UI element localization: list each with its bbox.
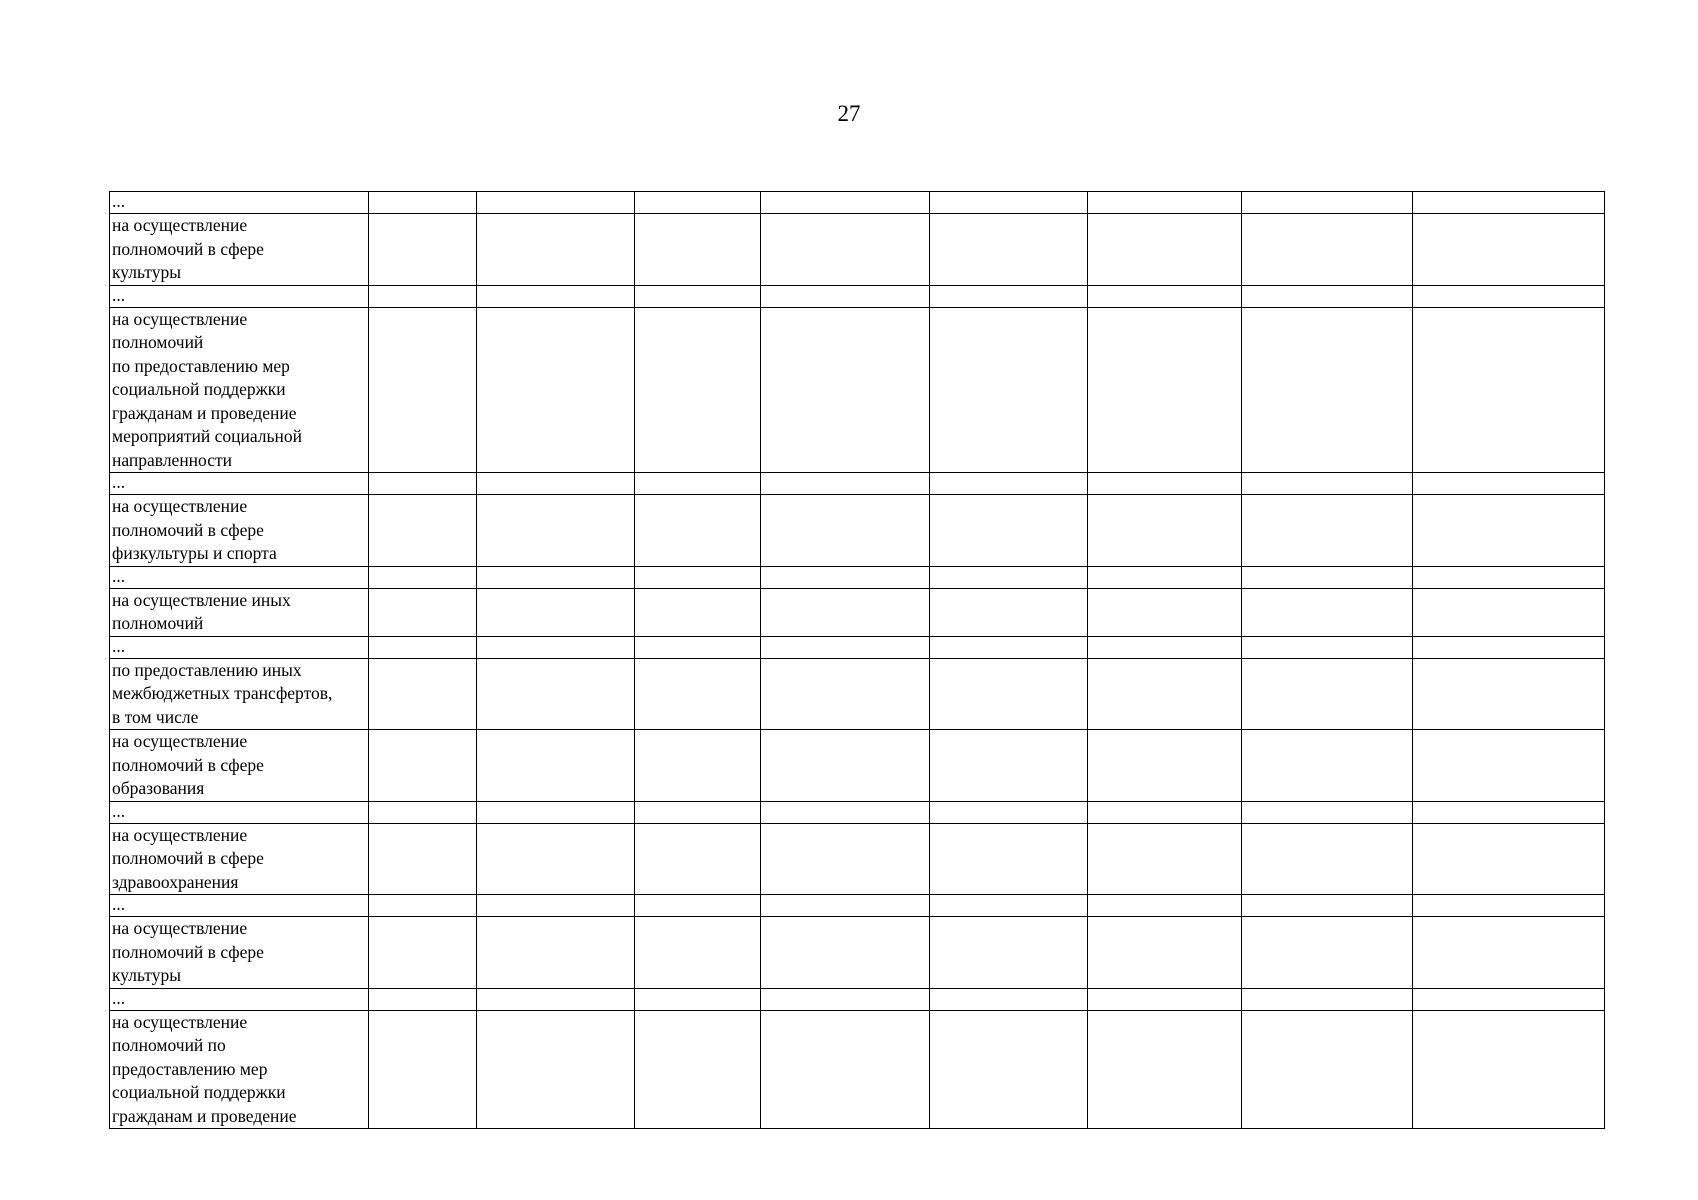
row-label-cell: на осуществление полномочий в сфере культуры (110, 214, 369, 286)
table-cell-empty (1242, 214, 1413, 286)
table-row-ellipsis (110, 285, 1605, 307)
table-cell-empty (635, 473, 761, 495)
table-cell-empty (477, 895, 635, 917)
table-cell-empty (477, 917, 635, 989)
table-cell-empty (930, 823, 1088, 895)
table-cell-empty (369, 917, 477, 989)
table-cell-empty (761, 214, 930, 286)
table-cell-empty (1413, 1010, 1605, 1129)
table-cell-empty (1088, 917, 1242, 989)
table-cell-empty (1242, 801, 1413, 823)
table-row-ellipsis (110, 801, 1605, 823)
table-cell-empty (1088, 801, 1242, 823)
table-cell-empty (1413, 495, 1605, 567)
table-cell-empty (1242, 285, 1413, 307)
table-cell-empty (1088, 895, 1242, 917)
table-cell-empty (369, 730, 477, 802)
table-cell-empty (1413, 473, 1605, 495)
table-cell-empty (1088, 730, 1242, 802)
row-label-cell: ... (110, 895, 369, 917)
table-row (110, 823, 1605, 895)
table-row-ellipsis (110, 473, 1605, 495)
table-cell-empty (369, 285, 477, 307)
table-cell-empty (1413, 214, 1605, 286)
table-cell-empty (1413, 988, 1605, 1010)
table-row-ellipsis (110, 566, 1605, 588)
table-cell-empty (1088, 658, 1242, 730)
row-label-cell: ... (110, 636, 369, 658)
table-cell-empty (369, 473, 477, 495)
table-cell-empty (761, 895, 930, 917)
table-cell-empty (369, 801, 477, 823)
table-cell-empty (477, 588, 635, 636)
table-cell-empty (1413, 192, 1605, 214)
table-cell-empty (1413, 658, 1605, 730)
table-cell-empty (635, 495, 761, 567)
budget-transfers-table (109, 191, 1605, 1129)
table-cell-empty (1242, 1010, 1413, 1129)
table-cell-empty (635, 636, 761, 658)
table-cell-empty (930, 214, 1088, 286)
row-label-cell: ... (110, 473, 369, 495)
table-cell-empty (1088, 285, 1242, 307)
table-cell-empty (761, 588, 930, 636)
table-cell-empty (369, 1010, 477, 1129)
table-cell-empty (369, 214, 477, 286)
table-cell-empty (1242, 566, 1413, 588)
table-row (110, 307, 1605, 473)
table-cell-empty (635, 917, 761, 989)
table-cell-empty (635, 730, 761, 802)
table-cell-empty (1242, 588, 1413, 636)
table-cell-empty (761, 658, 930, 730)
table-cell-empty (635, 658, 761, 730)
row-label-cell: ... (110, 285, 369, 307)
row-label-cell: на осуществление полномочий по предоставлению мер социальной поддержки гражданам и проведение (110, 1010, 369, 1129)
table-cell-empty (369, 495, 477, 567)
table-cell-empty (369, 988, 477, 1010)
row-label-cell: на осуществление полномочий в сфере здравоохранения (110, 823, 369, 895)
table-cell-empty (477, 307, 635, 473)
table-cell-empty (369, 192, 477, 214)
table-cell-empty (930, 658, 1088, 730)
table-cell-empty (1088, 566, 1242, 588)
table-cell-empty (761, 473, 930, 495)
table-cell-empty (477, 658, 635, 730)
table-cell-empty (477, 192, 635, 214)
table-cell-empty (1242, 730, 1413, 802)
table-row (110, 1010, 1605, 1129)
table-cell-empty (930, 917, 1088, 989)
table-cell-empty (635, 307, 761, 473)
table-cell-empty (477, 1010, 635, 1129)
table-cell-empty (1413, 730, 1605, 802)
table-row-ellipsis (110, 636, 1605, 658)
table-cell-empty (1413, 917, 1605, 989)
table-cell-empty (369, 307, 477, 473)
table-cell-empty (1413, 588, 1605, 636)
table-cell-empty (369, 566, 477, 588)
table-cell-empty (477, 214, 635, 286)
table-cell-empty (635, 285, 761, 307)
row-label-cell: ... (110, 192, 369, 214)
table-cell-empty (1242, 917, 1413, 989)
row-label-cell: на осуществление полномочий в сфере физкультуры и спорта (110, 495, 369, 567)
table-cell-empty (930, 473, 1088, 495)
row-label-cell: ... (110, 801, 369, 823)
table-cell-empty (930, 636, 1088, 658)
table-cell-empty (930, 730, 1088, 802)
table-cell-empty (369, 636, 477, 658)
table-cell-empty (1242, 636, 1413, 658)
table-cell-empty (761, 192, 930, 214)
table-row (110, 658, 1605, 730)
table-cell-empty (369, 823, 477, 895)
table-cell-empty (477, 566, 635, 588)
table-cell-empty (761, 917, 930, 989)
table-cell-empty (477, 473, 635, 495)
row-label-cell: по предоставлению иных межбюджетных трансфертов, в том числе (110, 658, 369, 730)
table-cell-empty (1088, 1010, 1242, 1129)
table-cell-empty (1413, 636, 1605, 658)
table-row-ellipsis (110, 895, 1605, 917)
table-cell-empty (477, 495, 635, 567)
table-cell-empty (930, 588, 1088, 636)
table-cell-empty (930, 1010, 1088, 1129)
table-cell-empty (1242, 307, 1413, 473)
table-row (110, 214, 1605, 286)
table-cell-empty (930, 895, 1088, 917)
page-number: 27 (837, 101, 861, 126)
table-cell-empty (930, 988, 1088, 1010)
table-cell-empty (635, 801, 761, 823)
table-row-ellipsis (110, 988, 1605, 1010)
table-cell-empty (1413, 823, 1605, 895)
table-cell-empty (1088, 307, 1242, 473)
table-cell-empty (1242, 473, 1413, 495)
table-cell-empty (761, 730, 930, 802)
table-cell-empty (1413, 307, 1605, 473)
row-label-cell: на осуществление полномочий в сфере культуры (110, 917, 369, 989)
table-row (110, 730, 1605, 802)
table-cell-empty (1088, 988, 1242, 1010)
table-cell-empty (1242, 895, 1413, 917)
table-cell-empty (761, 566, 930, 588)
table-cell-empty (1088, 192, 1242, 214)
table-cell-empty (1242, 988, 1413, 1010)
table-cell-empty (635, 895, 761, 917)
table-cell-empty (1088, 495, 1242, 567)
table-cell-empty (369, 658, 477, 730)
table-cell-empty (1088, 823, 1242, 895)
table-cell-empty (930, 566, 1088, 588)
table-row (110, 495, 1605, 567)
table-cell-empty (635, 1010, 761, 1129)
table-cell-empty (477, 730, 635, 802)
table-cell-empty (930, 801, 1088, 823)
table-cell-empty (635, 214, 761, 286)
table-cell-empty (761, 1010, 930, 1129)
table-cell-empty (635, 566, 761, 588)
table-cell-empty (930, 307, 1088, 473)
table-cell-empty (477, 801, 635, 823)
table-cell-empty (1413, 801, 1605, 823)
table-cell-empty (477, 285, 635, 307)
table-row (110, 917, 1605, 989)
table-cell-empty (1242, 192, 1413, 214)
table-cell-empty (761, 285, 930, 307)
table-row-ellipsis (110, 192, 1605, 214)
table-cell-empty (761, 307, 930, 473)
table-cell-empty (635, 988, 761, 1010)
table-cell-empty (761, 495, 930, 567)
row-label-cell: на осуществление полномочий по предоставлению мер социальной поддержки гражданам и проведение мероприятий социальной направленности (110, 307, 369, 473)
table-cell-empty (1242, 658, 1413, 730)
table-body (110, 192, 1605, 1129)
table-cell-empty (635, 192, 761, 214)
table-cell-empty (1088, 473, 1242, 495)
table-cell-empty (635, 823, 761, 895)
table-cell-empty (1088, 214, 1242, 286)
table-cell-empty (761, 823, 930, 895)
table-cell-empty (761, 801, 930, 823)
table-cell-empty (477, 988, 635, 1010)
table-row (110, 588, 1605, 636)
table-cell-empty (1242, 495, 1413, 567)
table-cell-empty (1088, 636, 1242, 658)
table-cell-empty (1413, 285, 1605, 307)
table-cell-empty (930, 192, 1088, 214)
row-label-cell: ... (110, 566, 369, 588)
table-cell-empty (1088, 588, 1242, 636)
row-label-cell: на осуществление полномочий в сфере образования (110, 730, 369, 802)
table-cell-empty (1242, 823, 1413, 895)
table-cell-empty (635, 588, 761, 636)
table-cell-empty (930, 285, 1088, 307)
table-cell-empty (477, 823, 635, 895)
table-cell-empty (369, 895, 477, 917)
table-cell-empty (369, 588, 477, 636)
table-cell-empty (930, 495, 1088, 567)
row-label-cell: на осуществление иных полномочий (110, 588, 369, 636)
table-cell-empty (1413, 895, 1605, 917)
table-cell-empty (1413, 566, 1605, 588)
table-cell-empty (761, 636, 930, 658)
row-label-cell: ... (110, 988, 369, 1010)
table-cell-empty (761, 988, 930, 1010)
table-cell-empty (477, 636, 635, 658)
